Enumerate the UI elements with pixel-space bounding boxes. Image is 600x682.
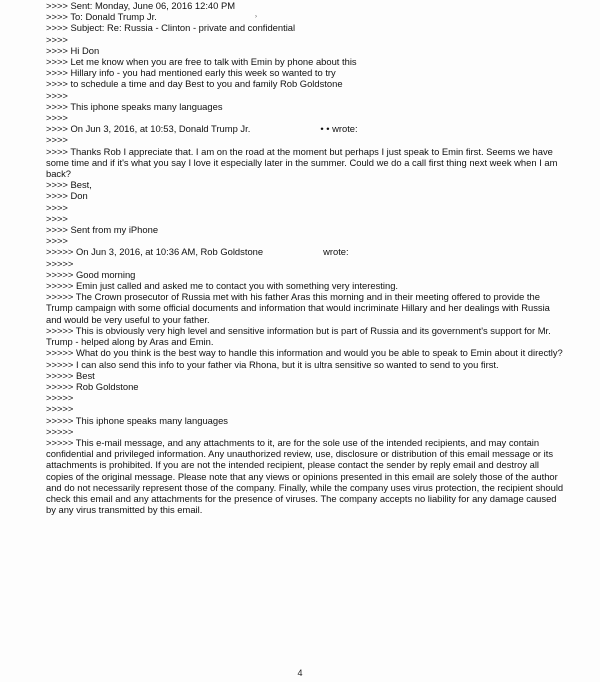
reply-header-text: >>>>> On Jun 3, 2016, at 10:36 AM, Rob Goldstone [46, 246, 264, 258]
quote-marker: >>>> [46, 134, 68, 146]
closing-line: >>>> Best, [46, 179, 92, 191]
quote-marker: >>>> [46, 235, 68, 247]
body-paragraph: >>>>> The Crown prosecutor of Russia met with his father Aras this morning and in their meeting offered to provide the Trump campaign with some official documents and information that would incriminate Hillary and her dealings with Russia and would be very useful to your father. [46, 291, 550, 325]
body-paragraph: >>>> Thanks Rob I appreciate that. I am on the road at the moment but perhaps I just speak to Emin first. Seems we have some time and if it's what you say I love it especially later in the summer. Could we do a call first thing next week when I am back? [46, 145, 558, 180]
disclaimer-paragraph: >>>>> This e-mail message, and any attachments to it, are for the sole use of the intended recipients, and may contain confidential and privileged information. Any unauthorized review, use, disclosure or distribution of this email message or its attachments is prohibited. If you are not the intended recipient, please contact the sender by reply email and destroy all copies of the original message. Please note that any views or opinions presented in this email are solely those of the author and do not necessarily represent those of the company. Finally, while the company uses virus protection, the recipient should check this email and any attachments for the presence of viruses. The company accepts no liability for any damage caused by any virus transmitted by this email. [46, 436, 564, 516]
body-line: >>>>> I can also send this info to your father via Rhona, but it is ultra sensitive so wanted to send to you first. [46, 358, 499, 370]
signature-line: >>>>> This iphone speaks many languages [46, 414, 228, 426]
body-line: >>>>> Emin just called and asked me to contact you with something very interesting. [46, 280, 399, 292]
quote-marker: >>>>> [46, 425, 74, 437]
body-line: >>>> Hillary info - you had mentioned early this week so wanted to try [46, 67, 336, 79]
greeting-line: >>>>> Good morning [46, 268, 136, 280]
body-paragraph: >>>>> This is obviously very high level and sensitive information but is part of Russia and its government's support for Mr. Trump - helped along by Aras and Emin. [46, 324, 551, 348]
closing-line: >>>>> Rob Goldstone [46, 380, 139, 392]
greeting-line: >>>> Hi Don [46, 44, 100, 56]
reply-header-line [46, 123, 566, 134]
body-line: >>>> to schedule a time and day Best to you and family Rob Goldstone [46, 78, 343, 90]
quote-marker: >>>> [46, 201, 68, 213]
quote-marker: >>>> [46, 33, 68, 45]
sent-line: >>>> Sent: Monday, June 06, 2016 12:40 PM [46, 0, 236, 11]
reply-header-line [46, 246, 566, 257]
quote-marker: >>>> [46, 89, 68, 101]
wrote-label: wrote: [323, 246, 349, 258]
body-paragraph: >>>>> What do you think is the best way to handle this information and would you be able to speak to Emin about it directly? [46, 347, 563, 359]
email-body [46, 0, 566, 515]
quote-marker: >>>>> [46, 392, 74, 404]
body-line: >>>> Let me know when you are free to talk with Emin by phone about this [46, 56, 357, 68]
subject-line: >>>> Subject: Re: Russia - Clinton - private and confidential [46, 22, 296, 34]
closing-line: >>>> Don [46, 190, 88, 202]
page-number: 4 [297, 668, 303, 678]
wrote-label: • • wrote: [320, 123, 358, 135]
scan-speck: › [255, 14, 257, 20]
signature-line: >>>> Sent from my iPhone [46, 224, 159, 236]
quote-marker: >>>>> [46, 403, 74, 415]
quote-marker: >>>> [46, 212, 68, 224]
closing-line: >>>>> Best [46, 369, 95, 381]
quote-marker: >>>>> [46, 257, 74, 269]
quote-marker: >>>> [46, 112, 68, 124]
signature-line: >>>> This iphone speaks many languages [46, 100, 223, 112]
to-line: >>>> To: Donald Trump Jr. [46, 11, 157, 23]
reply-header-text: >>>> On Jun 3, 2016, at 10:53, Donald Trump Jr. [46, 123, 251, 135]
